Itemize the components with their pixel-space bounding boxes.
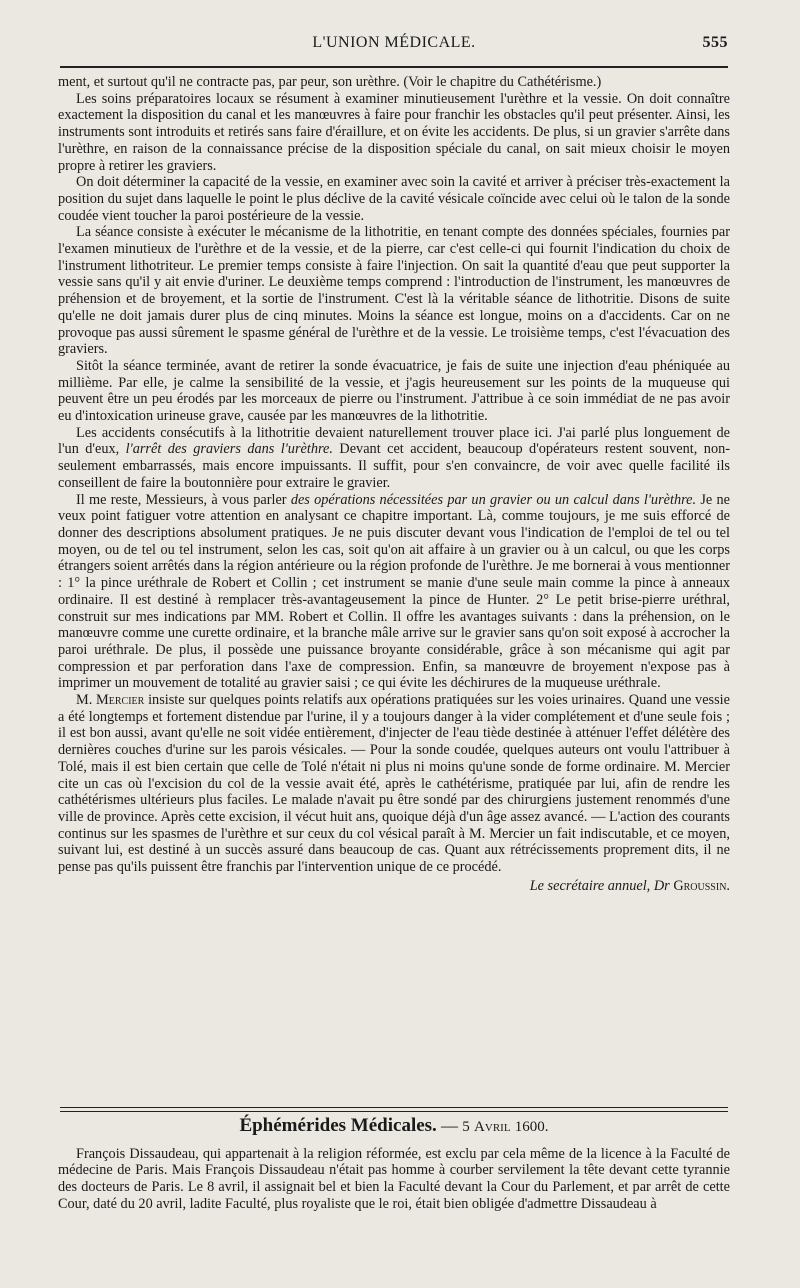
paragraph: La séance consiste à exécuter le mécanisme de la lithotritie, en tenant compte des données spéciales, fournies par l'examen minutieux de l'urèthre et de la vessie, et de la pierre, car c'est celle-ci qui fournit l'indication du choix de l'instrument lithotriteur. Le premier temps consiste à faire l'injection. On sait la quantité d'eau que peut supporter la vessie sans qu'il y ait envie d'uriner. Le deuxième temps comprend : l'introduction de l'instrument, les manœuvres de préhension et de broyement, et la sortie de l'instrument. C'est là la véritable séance de lithotritie. Disons de suite qu'elle ne doit jamais durer plus de cinq minutes. Moins la séance est longue, moins on a d'accidents. Car on ne provoque pas aussi sûrement le spasme général de l'urèthre et de la vessie. Le troisième temps, c'est l'évacuation des graviers.	[58, 224, 730, 358]
signature-role: Le secrétaire annuel,	[529, 877, 651, 894]
paragraph: Les soins préparatoires locaux se résument à examiner minutieusement l'urèthre et la vessie. On doit connaître exactement la disposition du canal et les manœuvres à faire pour franchir les obstacles qu'il peut présenter. Ainsi, les instruments sont introduits et retirés sans faire d'éraillure, et on évite les accidents. De plus, si un gravier s'arrête dans l'urèthre, en raison de la connaissance précise de la disposition spéciale du canal, on sait mieux choisir le moyen propre à retirer les graviers.	[58, 90, 730, 174]
signature-title: Dr	[653, 877, 670, 894]
heading-dash: —	[441, 1116, 459, 1135]
header-rule	[60, 66, 728, 68]
text-run: Devant cet accident, beaucoup d'opérateurs restent souvent, non-seulement embarrassés, mais encore impuissants. Il suffit, pour s'en convaincre, de voir avec quelle facilité ils conseillent de faire la boutonnière pour extraire le gravier.	[58, 441, 730, 491]
paragraph	[58, 692, 730, 876]
text-run: Je ne veux point fatiguer votre attention en analysant ce chapitre important. Là, comme toujours, je me suis efforcé de donner des descriptions absolument pratiques. Je ne puis discuter devant vous l'indication de l'emploi de tel ou tel moyen, ou de tel ou tel instrument, selon les cas, soit qu'on ait affaire à un gravier ou à un calcul, ou que les corps étrangers soient arrêtés dans la région antérieure ou la région profonde de l'urèthre. Je me bornerai à vous mentionner : 1° la pince uréthrale de Robert et Collin ; cet instrument se manie d'une seule main comme la pince à anneaux ordinaire. Il est destiné à remplacer très-avantageusement la pince de Hunter. 2° Le petit brise-pierre uréthral, construit sur mes indications par MM. Robert et Collin. Il offre les avantages suivants : dans la préhension, on le manœuvre comme une curette ordinaire, et la branche mâle arrive sur le gravier sans qu'on soit exposé à accrocher la paroi uréthrale. De plus, il possède une puissance broyante considérable, grâce à son mécanisme qui agit par compression et par perforation dans l'axe de compression. Enfin, sa manœuvre de broyement n'expose pas à imprimer un mouvement de totalité au gravier saisi ; ce qui évite les déchirures de la muqueuse uréthrale.	[58, 491, 730, 692]
date-month: Avril	[474, 1119, 511, 1135]
text-run: insiste sur quelques points relatifs aux opérations pratiquées sur les voies urinaires. Quand une vessie a été longtemps et fortement distendue par l'urine, il y a toujours danger à la vider complétement et d'une seule fois ; il est bon aussi, avant qu'elle ne soit vidée entièrement, d'injecter de l'eau tiède destinée à atténuer l'effet délétère des dernières couches d'urine sur les parois vésicales. — Pour la sonde coudée, quelques auteurs ont voulu l'attribuer à Tolé, mais il est bien certain que celle de Tolé n'était ni plus ni moins qu'une sonde de forme ordinaire. M. Mercier cite un cas où l'excision du col de la vessie avait été, après le cathétérisme, pratiquée par lui, afin de rendre les cathétérismes ultérieurs plus faciles. Le malade n'avait pu être sondé par des chirurgiens justement renommés d'une ville de province. Après cette excision, il vécut huit ans, quoique déjà d'un âge assez avancé. — L'action des courants continus sur les spasmes de l'urèthre et sur ceux du col vésical paraît à M. Mercier un fait indiscutable, et ce moyen, suivant lui, est destiné à un succès assuré dans beaucoup de cas. Quant aux rétrécissements proprement dits, il ne pense pas qu'ils puissent être franchis par l'intervention unique de ce procédé.	[58, 692, 730, 876]
text-run: Il me reste, Messieurs, à vous parler	[76, 491, 291, 508]
paragraph	[58, 492, 730, 692]
article-body	[58, 74, 730, 894]
italic-run: des opérations nécessitées par un gravier ou un calcul dans l'urèthre.	[290, 491, 697, 508]
section-title: Éphémérides Médicales.	[239, 1115, 437, 1136]
page-number: 555	[702, 34, 728, 51]
paragraph: ment, et surtout qu'il ne contracte pas, par peur, son urèthre. (Voir le chapitre du Cathétérisme.)	[58, 74, 602, 90]
signature	[58, 878, 730, 895]
paragraph: François Dissaudeau, qui appartenait à la religion réformée, est exclu par cela même de la licence à la Faculté de médecine de Paris. Mais François Dissaudeau n'était pas homme à courber servilement la tête devant cette tyrannie des docteurs de Paris. Le 8 avril, il assignait bel et bien la Faculté devant la Cour du Parlement, et par arrêt de cette Cour, daté du 20 avril, ladite Faculté, plus royaliste que le roi, était bien obligée d'admettre Dissaudeau à	[58, 1145, 730, 1212]
speaker-name: M. Mercier	[76, 692, 145, 709]
text-run: Les accidents consécutifs à la lithotritie devaient naturellement trouver place ici. J'ai parlé plus longuement de l'un d'eux,	[58, 424, 730, 458]
running-header	[60, 34, 728, 56]
ephemerides-section	[58, 1115, 730, 1213]
paragraph	[58, 425, 730, 492]
paragraph: On doit déterminer la capacité de la vessie, en examiner avec soin la cavité et arriver à préciser très-exactement la position du sujet dans laquelle le point le plus déclive de la cavité vésicale coïncide avec celui où le talon de la sonde coudée vient toucher la paroi postérieure de la vessie.	[58, 174, 730, 224]
section-heading	[58, 1115, 730, 1136]
section-rule	[60, 1107, 728, 1108]
date-day: 5	[462, 1119, 470, 1135]
paragraph: Sitôt la séance terminée, avant de retirer la sonde évacuatrice, je fais de suite une injection d'eau phéniquée au millième. Par elle, je calme la sensibilité de la vessie, et j'agis heureusement sur les points de la muqueuse qui peuvent être un peu érodés par les morceaux de pierre ou l'instrument. J'attribue à ce soin immédiat de ne pas avoir eu d'intoxication urineuse grave, causée par les manœuvres de la lithotritie.	[58, 357, 730, 425]
signature-name: Groussin.	[673, 877, 730, 894]
section-rule	[60, 1111, 728, 1112]
italic-run: l'arrêt des graviers dans l'urèthre.	[125, 441, 333, 458]
journal-title: L'UNION MÉDICALE.	[312, 34, 476, 51]
date-year: 1600.	[514, 1119, 549, 1135]
